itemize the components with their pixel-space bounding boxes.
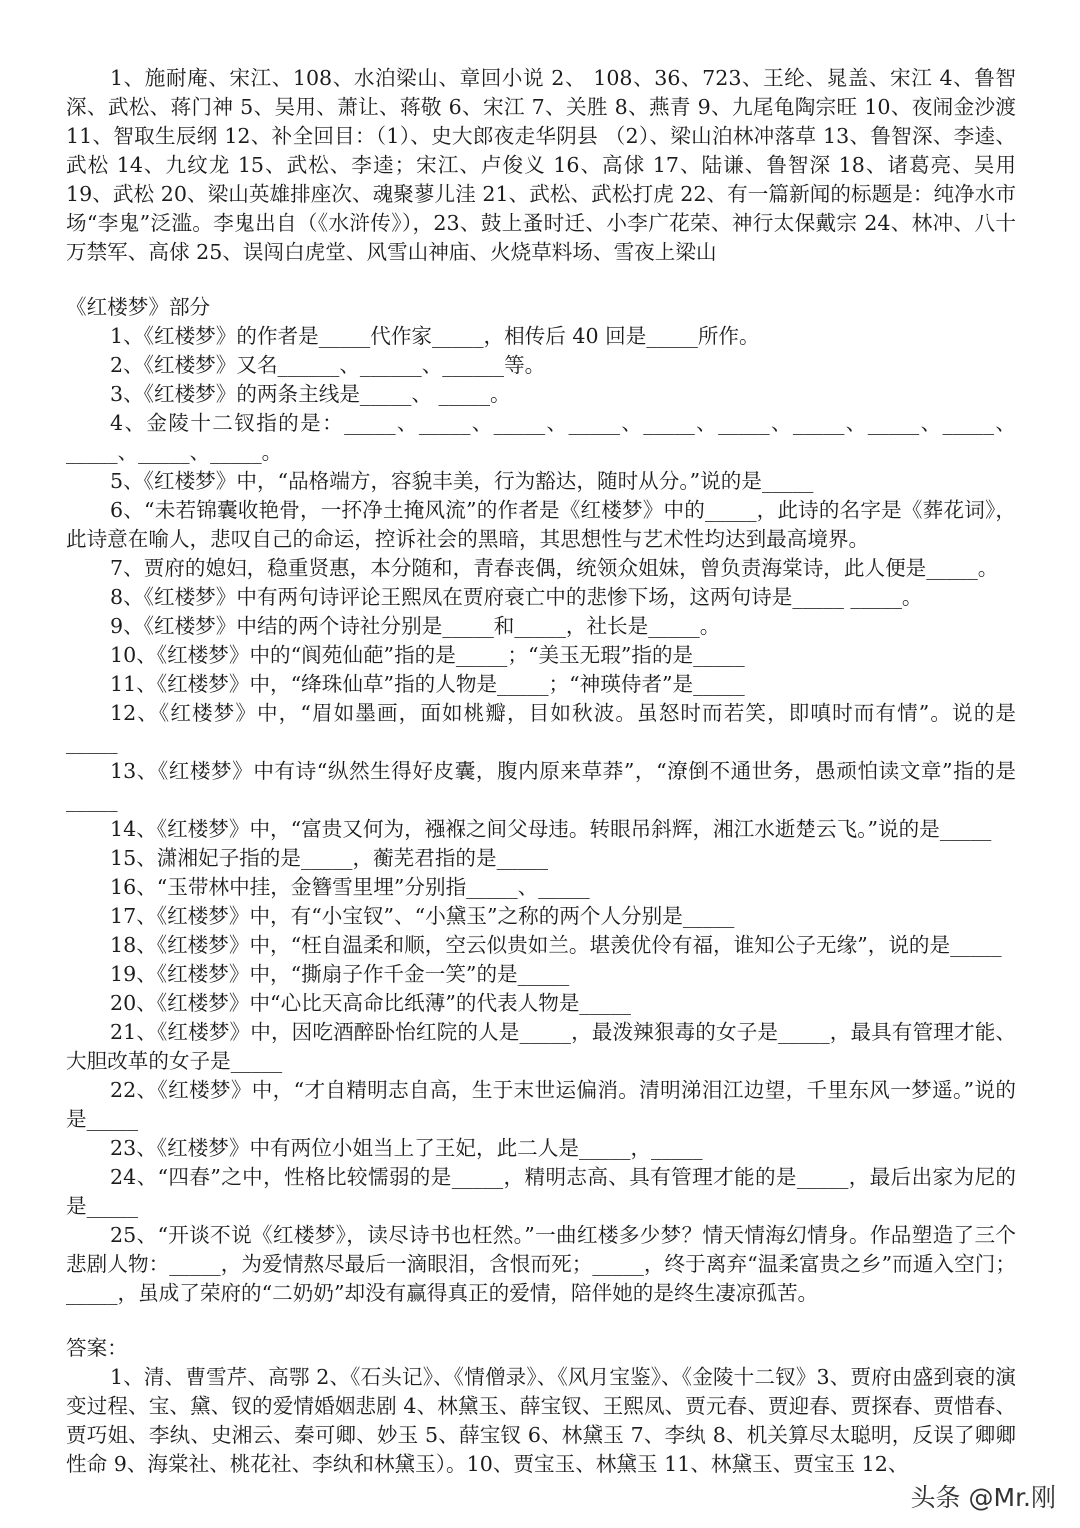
document-page <box>66 64 1016 1479</box>
question-9: 9、《红楼梦》中结的两个诗社分别是_____和_____，社长是_____。 <box>110 614 721 638</box>
question-13: 13、《红楼梦》中有诗“纵然生得好皮囊，腹内原来草莽”，“潦倒不通世务，愚顽怕读文章”指的是_____ <box>66 759 1016 812</box>
question-19: 19、《红楼梦》中，“撕扇子作千金一笑”的是_____ <box>110 962 570 986</box>
question-2: 2、《红楼梦》又名______、______、______等。 <box>110 353 546 377</box>
question-25: 25、“开谈不说《红楼梦》，读尽诗书也枉然。”一曲红楼多少梦？情天情海幻情身。作品塑造了三个悲剧人物：_____，为爱情熬尽最后一滴眼泪，含恨而死；_____，终于离弃“温柔富贵之乡”而遁入空门；_____，虽成了荣府的“二奶奶”却没有赢得真正的爱情，陪伴她的是终生凄凉孤苦。 <box>66 1223 1016 1305</box>
question-12: 12、《红楼梦》中，“眉如墨画，面如桃瓣，目如秋波。虽怒时而若笑，即嗔时而有情”。说的是_____ <box>66 701 1016 754</box>
question-20: 20、《红楼梦》中“心比天高命比纸薄”的代表人物是_____ <box>110 991 631 1015</box>
question-8: 8、《红楼梦》中有两句诗评论王熙凤在贾府衰亡中的悲惨下场，这两句诗是_____ _____。 <box>110 585 923 609</box>
question-11: 11、《红楼梦》中，“绛珠仙草”指的人物是_____；“神瑛侍者”是_____ <box>110 672 745 696</box>
question-10: 10、《红楼梦》中的“阆苑仙葩”指的是_____；“美玉无瑕”指的是_____ <box>110 643 745 667</box>
question-21: 21、《红楼梦》中，因吃酒醉卧怡红院的人是_____，最泼辣狠毒的女子是_____，最具有管理才能、大胆改革的女子是_____ <box>66 1020 1016 1073</box>
question-3: 3、《红楼梦》的两条主线是_____、 _____。 <box>110 382 511 406</box>
question-16: 16、“玉带林中挂，金簪雪里埋”分别指_____、_____ <box>110 875 590 899</box>
watermark-label: 头条 @Mr.刚 <box>910 1483 1056 1512</box>
question-7: 7、贾府的媳妇，稳重贤惠，本分随和，青春丧偶，统领众姐妹，曾负责海棠诗，此人便是_____。 <box>110 556 999 580</box>
question-17: 17、《红楼梦》中，有“小宝钗”、“小黛玉”之称的两个人分别是_____ <box>110 904 735 928</box>
answers-heading: 答案： <box>66 1336 128 1360</box>
question-1: 1、《红楼梦》的作者是_____代作家_____，相传后 40 回是_____所作。 <box>110 324 760 348</box>
shuihu-answers: 1、施耐庵、宋江、108、水泊梁山、章回小说 2、 108、36、723、王纶、晁盖、宋江 4、鲁智深、武松、蒋门神 5、吴用、萧让、蒋敬 6、宋江 7、关胜 8、燕青 9、九尾龟陶宗旺 10、夜闹金沙渡 11、智取生辰纲 12、补全回目：（1）、史大郎夜走华阴县 （2）、梁山泊林冲落草 13、鲁智深、李逵、武松 14、九纹龙 15、武松、李逵；宋江、卢俊义 16、高俅 17、陆谦、鲁智深 18、诸葛亮、吴用 19、武松 20、梁山英雄排座次、魂聚蓼儿洼 21、武松、武松打虎 22、有一篇新闻的标题是：纯净水市场“李鬼”泛滥。李鬼出自（《水浒传》），23、鼓上蚤时迁、小李广花荣、神行太保戴宗 24、林冲、八十万禁军、高俅 25、误闯白虎堂、风雪山神庙、火烧草料场、雪夜上梁山 <box>66 66 1016 264</box>
question-5: 5、《红楼梦》中，“品格端方，容貌丰美，行为豁达，随时从分。”说的是_____ <box>110 469 814 493</box>
question-18: 18、《红楼梦》中，“枉自温柔和顺，空云似贵如兰。堪羡优伶有福，谁知公子无缘”，说的是_____ <box>110 933 1002 957</box>
hongloumeng-section-heading: 《红楼梦》部分 <box>66 295 211 319</box>
question-24: 24、“四春”之中，性格比较懦弱的是_____，精明志高、具有管理才能的是_____，最后出家为尼的是_____ <box>66 1165 1016 1218</box>
question-23: 23、《红楼梦》中有两位小姐当上了王妃，此二人是_____，_____ <box>110 1136 703 1160</box>
question-6: 6、“未若锦囊收艳骨，一抔净土掩风流”的作者是《红楼梦》中的_____，此诗的名字是《葬花词》，此诗意在喻人，悲叹自己的命运，控诉社会的黑暗，其思想性与艺术性均达到最高境界。 <box>66 498 1016 551</box>
hongloumeng-answers: 1、清、曹雪芹、高鄂 2、《石头记》、《情僧录》、《风月宝鉴》、《金陵十二钗》3、贾府由盛到衰的演变过程、宝、黛、钗的爱情婚姻悲剧 4、林黛玉、薛宝钗、王熙凤、贾元春、贾迎春、贾探春、贾惜春、贾巧姐、李纨、史湘云、秦可卿、妙玉 5、薛宝钗 6、林黛玉 7、李纨 8、机关算尽太聪明，反误了卿卿性命 9、海棠社、桃花社、李纨和林黛玉）。10、贾宝玉、林黛玉 11、林黛玉、贾宝玉 12、 <box>66 1365 1016 1476</box>
question-15: 15、潇湘妃子指的是_____，蘅芜君指的是_____ <box>110 846 549 870</box>
question-4: 4、金陵十二钗指的是：_____、_____、_____、_____、_____、_____、_____、_____、_____、_____、_____、_____。 <box>66 411 1016 464</box>
question-22: 22、《红楼梦》中，“才自精明志自高，生于末世运偏消。清明涕泪江边望，千里东风一梦遥。”说的是_____ <box>66 1078 1016 1131</box>
question-14: 14、《红楼梦》中，“富贵又何为，襁褓之间父母违。转眼吊斜辉，湘江水逝楚云飞。”说的是_____ <box>110 817 992 841</box>
